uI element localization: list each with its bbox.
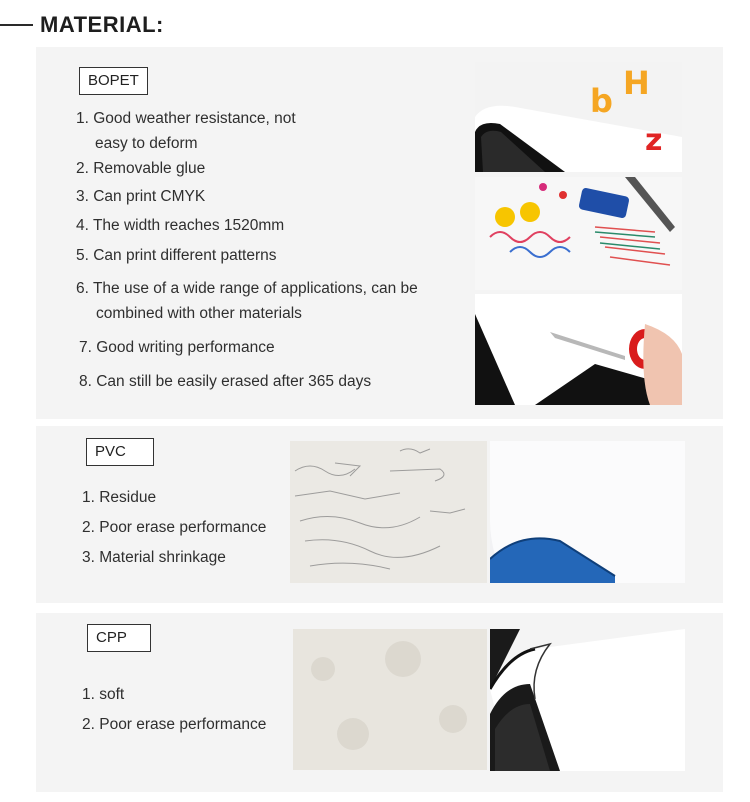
header-rule bbox=[0, 24, 33, 26]
cpp-surface-image bbox=[293, 629, 487, 770]
pvc-roll-image bbox=[490, 441, 685, 583]
svg-text:b: b bbox=[590, 82, 613, 120]
list-item: 5. Can print different patterns bbox=[76, 247, 277, 264]
list-item: 6. The use of a wide range of applications, can be bbox=[76, 280, 418, 297]
bopet-label: BOPET bbox=[79, 67, 148, 95]
list-item: 3. Material shrinkage bbox=[82, 549, 226, 566]
cpp-roll-image bbox=[490, 629, 685, 771]
list-item: 2. Poor erase performance bbox=[82, 716, 267, 733]
list-item: 7. Good writing performance bbox=[79, 339, 275, 356]
pvc-label: PVC bbox=[86, 438, 154, 466]
list-item: combined with other materials bbox=[96, 305, 302, 322]
list-item: 2. Poor erase performance bbox=[82, 519, 267, 536]
pvc-residue-image bbox=[290, 441, 487, 583]
list-item: easy to deform bbox=[95, 135, 198, 152]
list-item: 1. Good weather resistance, not bbox=[76, 110, 296, 127]
page-title: MATERIAL: bbox=[40, 12, 164, 37]
list-item: 3. Can print CMYK bbox=[76, 188, 206, 205]
svg-text:z: z bbox=[645, 123, 663, 158]
pvc-panel bbox=[36, 426, 723, 603]
list-item: 1. Residue bbox=[82, 489, 157, 506]
cpp-label: CPP bbox=[87, 624, 151, 652]
list-item: 2. Removable glue bbox=[76, 160, 206, 177]
bopet-roll-letters-image bbox=[475, 62, 682, 172]
list-item: 4. The width reaches 1520mm bbox=[76, 217, 285, 234]
list-item: 1. soft bbox=[82, 686, 125, 703]
bopet-panel bbox=[36, 47, 723, 419]
list-item: 8. Can still be easily erased after 365 days bbox=[79, 373, 372, 390]
bopet-cutting-image bbox=[475, 294, 682, 405]
cpp-panel bbox=[36, 613, 723, 792]
svg-text:H: H bbox=[623, 64, 650, 102]
bopet-drawings-image bbox=[475, 177, 682, 290]
